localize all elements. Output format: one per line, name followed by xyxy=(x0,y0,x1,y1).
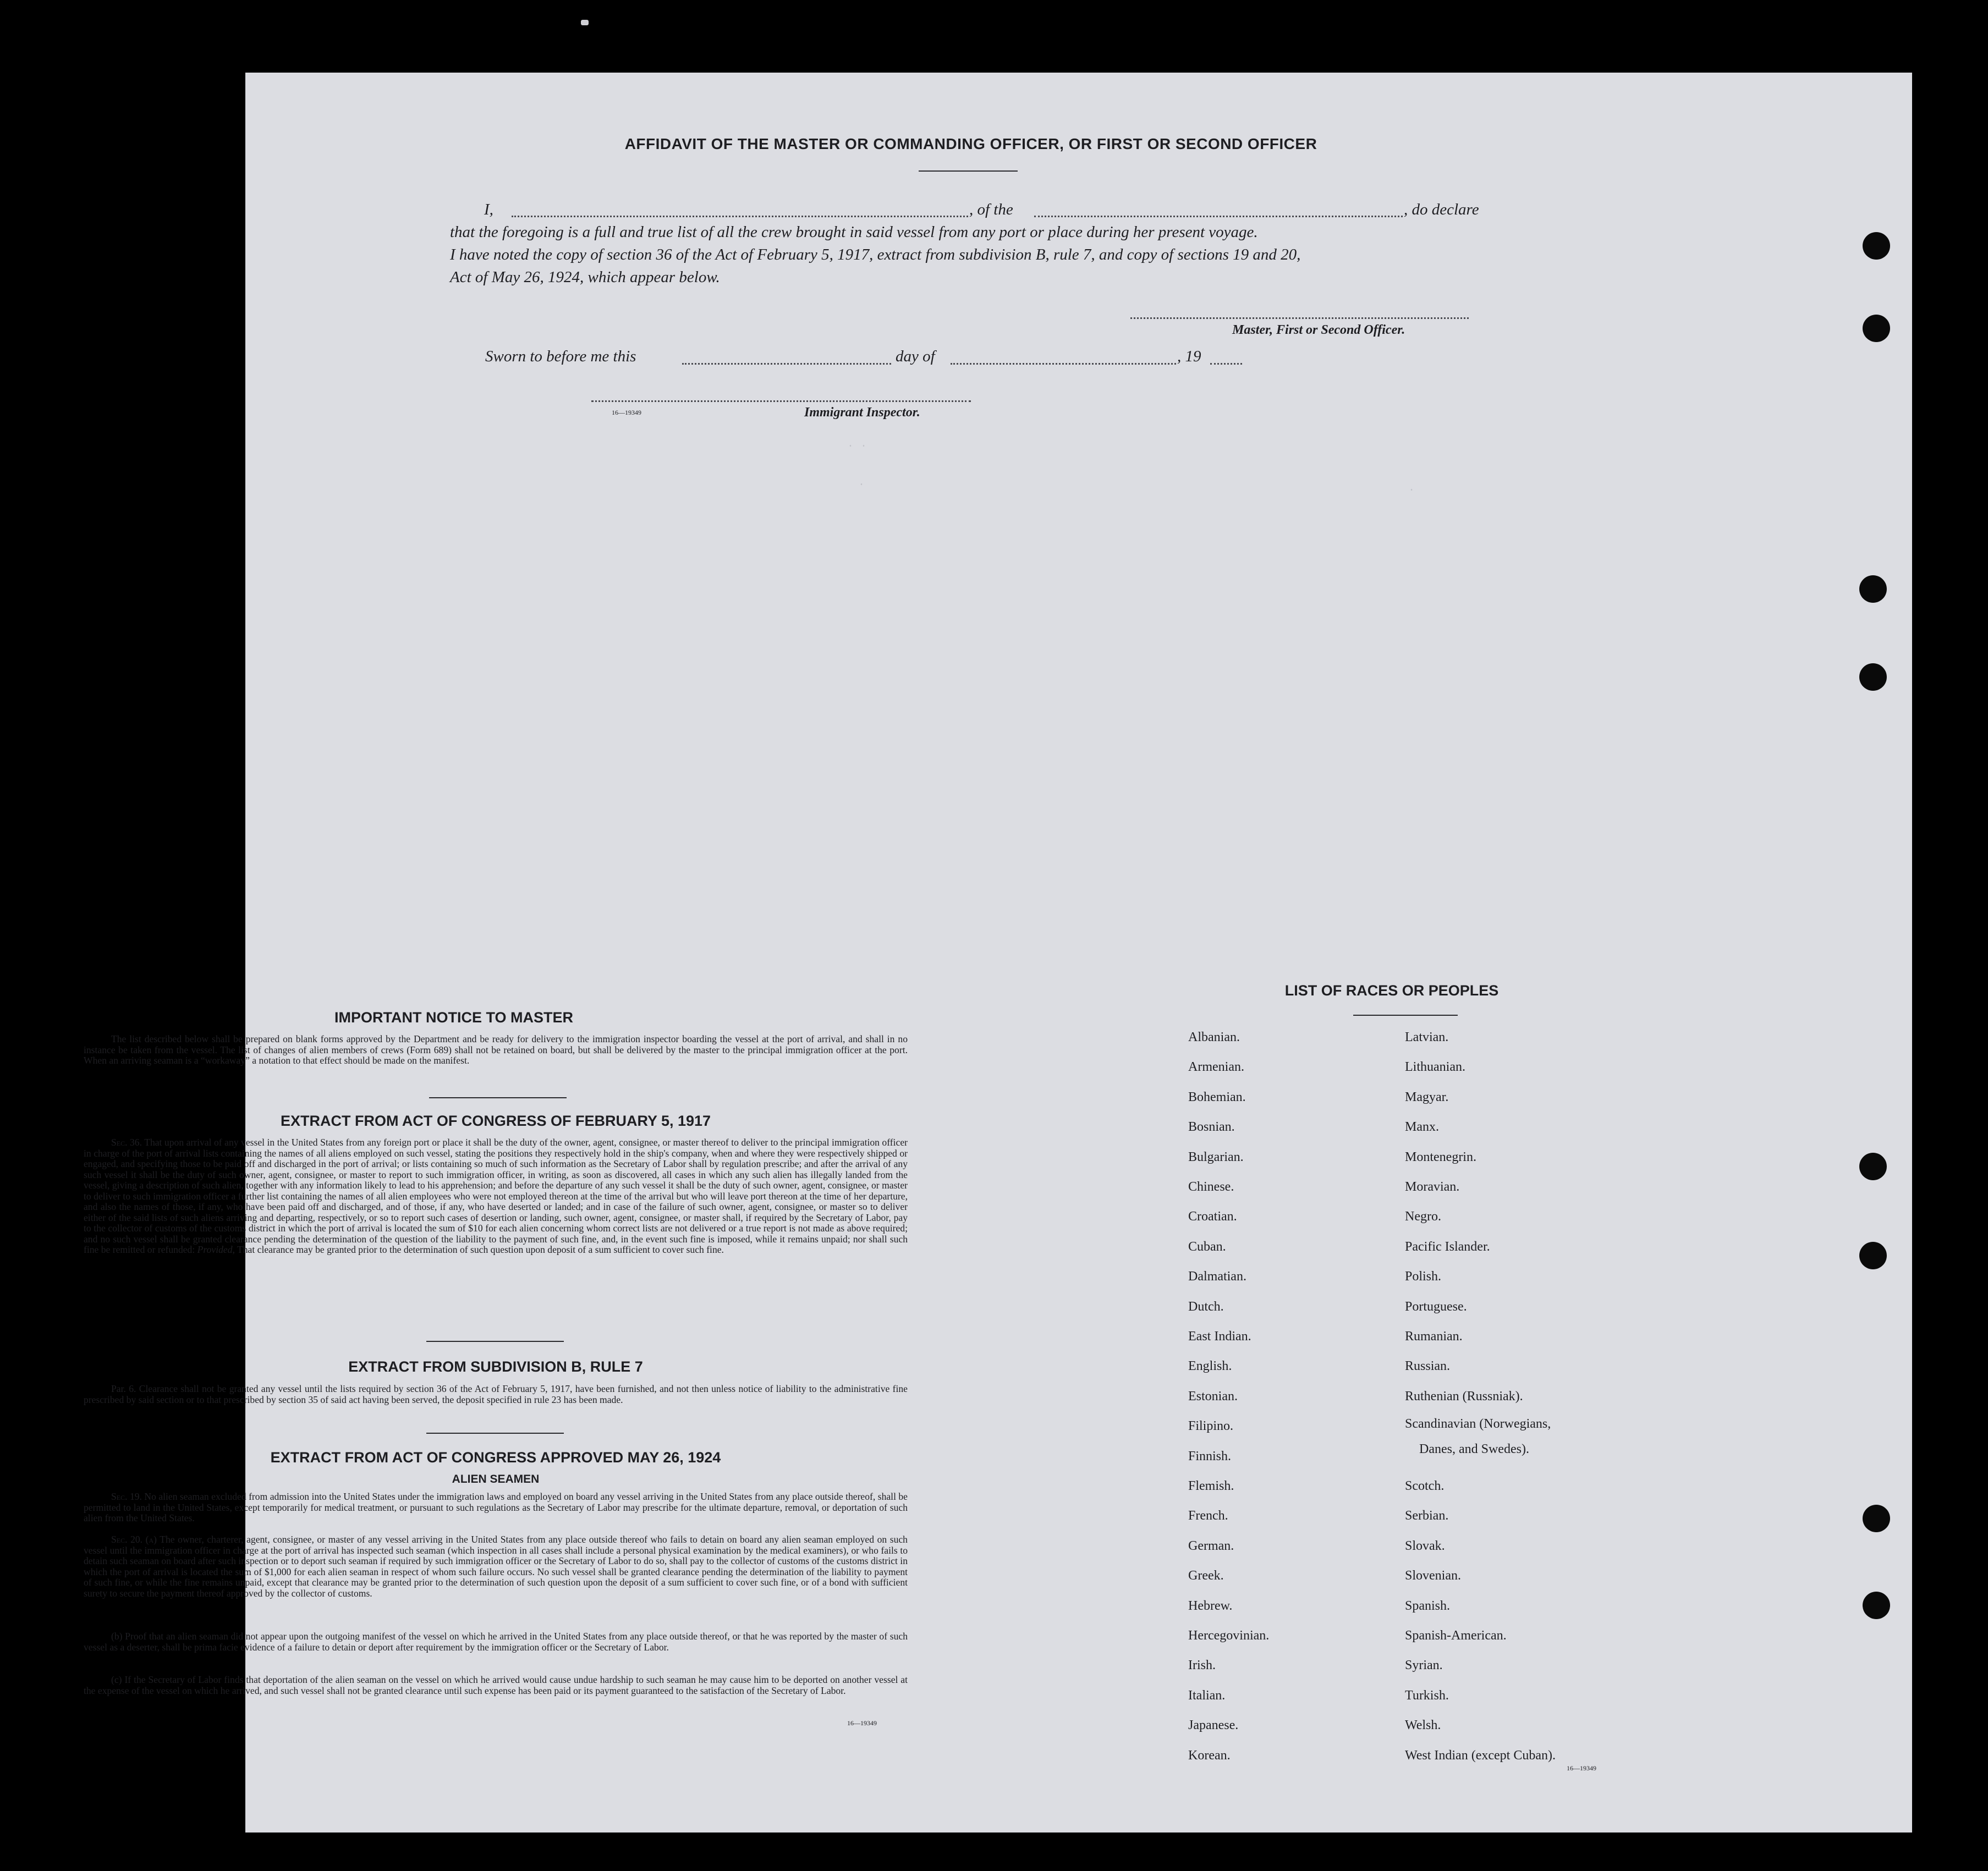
rule7-text: Par. 6. Clearance shall not be granted any vessel until the lists required by section 36 of the Act of February 5, 1917, have been furnished, and not then unless notice of liability to the administrative fine prescribed by said section or to that prescribed by section 35 of said act having been served, the deposit specified in rule 23 has been made. xyxy=(84,1383,908,1405)
race-item-right: Slovenian. xyxy=(1405,1569,1461,1583)
section-rule xyxy=(429,1097,567,1098)
race-item-left: Flemish. xyxy=(1188,1479,1234,1493)
punch-hole xyxy=(1859,575,1887,603)
sworn-month-blank[interactable] xyxy=(951,363,1176,365)
affidavit-of-the: , of the xyxy=(969,201,1013,218)
race-item-left: Bosnian. xyxy=(1188,1120,1235,1135)
punch-hole xyxy=(1859,1153,1887,1180)
race-item-right: Moravian. xyxy=(1405,1180,1460,1194)
punch-hole xyxy=(1863,232,1890,260)
race-item-right: Syrian. xyxy=(1405,1658,1443,1673)
extract-1917-text xyxy=(84,1137,908,1256)
rule7-title: EXTRACT FROM SUBDIVISION B, RULE 7 xyxy=(348,1358,643,1375)
races-title: LIST OF RACES OR PEOPLES xyxy=(1284,982,1499,999)
races-rule xyxy=(1353,1015,1458,1016)
race-item-right: West Indian (except Cuban). xyxy=(1405,1748,1556,1763)
race-item-left: Dalmatian. xyxy=(1188,1269,1246,1284)
punch-hole xyxy=(1863,1592,1890,1619)
sec36-label: Sec. 36. xyxy=(111,1137,142,1148)
sec36-end: That clearance may be granted prior to the determination of such question upon deposit of a sum sufficient to cover such fine. xyxy=(237,1244,724,1255)
race-item-right: Negro. xyxy=(1405,1209,1441,1224)
race-item-left: French. xyxy=(1188,1509,1228,1523)
section-rule xyxy=(426,1341,564,1342)
bleed-mark: · xyxy=(1408,484,1415,497)
race-item-left: Greek. xyxy=(1188,1569,1224,1583)
notice-title: IMPORTANT NOTICE TO MASTER xyxy=(334,1009,573,1026)
race-item-right: Manx. xyxy=(1405,1120,1439,1135)
race-item-right: Magyar. xyxy=(1405,1089,1449,1104)
sec36-body: That upon arrival of any vessel in the United States from any foreign port or place it shall be the duty of the owner, agent, consignee, or master thereof to deliver to the principal immigration officer in charge of the port of arrival lists containing the names of all aliens employed on such vessel, stating the positions they respectively hold in the ship's company, when and where they were respectively shipped or engaged, and specifying those to be paid off and discharged in the port of arrival; or lists containing so much of such information as the Secretary of Labor shall by regulation prescribe; and after the arrival of any such vessel it shall be the duty of such owner, agent, consignee, or master to report to such immigration officer, in writing, as soon as discovered, all cases in which any such alien has illegally landed from the vessel, giving a description of such alien, together with any information likely to lead to his apprehension; and before the departure of any such vessel it shall be the duty of such owner, agent, consignee, or master to deliver to such immigration officer a further list containing the names of all alien employees who were not employed thereon at the time of the arrival but who will leave port thereon at the time of her departure, and also the names of those, if any, who have been paid off and discharged, and of those, if any, who have deserted or landed; and in case of the failure of such owner, agent, consignee, or master so to deliver either of the said lists of such aliens arriving and departing, respectively, or so to report such cases of desertion or landing, such owner, agent, consignee, or master shall, if required by the Secretary of Labor, pay to the collector of customs of the customs district in which the port of arrival is located the sum of $10 for each alien concerning whom correct lists are not delivered or a true report is not made as above required; and no such vessel shall be granted clearance pending the determination of the question of the liability to the payment of such fine, and, in the event such fine is imposed, while it remains unpaid; nor shall such fine be remitted or refunded: xyxy=(84,1137,908,1255)
race-item-right: Scandinavian (Norwegians, xyxy=(1405,1417,1551,1432)
race-item-left: Bohemian. xyxy=(1188,1089,1246,1104)
sworn-day-blank[interactable] xyxy=(682,363,891,365)
punch-hole xyxy=(1863,1505,1890,1532)
race-item-right: Pacific Islander. xyxy=(1405,1239,1490,1254)
sec20a-text xyxy=(84,1534,908,1599)
provided-word: Provided, xyxy=(197,1244,235,1255)
affidavit-title: AFFIDAVIT OF THE MASTER OR COMMANDING OFFICER, OR FIRST OR SECOND OFFICER xyxy=(624,135,1317,152)
name-blank[interactable] xyxy=(512,216,968,217)
race-item-right: Russian. xyxy=(1405,1359,1451,1374)
race-item-left: Korean. xyxy=(1188,1748,1231,1763)
bleed-mark: · · xyxy=(847,440,867,453)
affidavit-do-declare: , do declare xyxy=(1404,201,1479,218)
affidavit-line-2: that the foregoing is a full and true list of all the crew brought in said vessel from any port or place during her present voyage. xyxy=(450,223,1258,241)
sworn-prefix: Sworn to before me this xyxy=(485,348,636,365)
year-prefix: , 19 xyxy=(1177,348,1201,365)
sec19-label: Sec. 19. xyxy=(111,1491,142,1502)
bleed-mark: · xyxy=(858,478,865,491)
race-scandinavian-cont: Danes, and Swedes). xyxy=(1419,1442,1529,1456)
race-item-right: Rumanian. xyxy=(1405,1329,1463,1344)
race-item-right: Spanish-American. xyxy=(1405,1628,1507,1643)
race-item-right: Spanish. xyxy=(1405,1598,1451,1613)
signature-label: Master, First or Second Officer. xyxy=(1232,323,1405,337)
race-item-left: English. xyxy=(1188,1359,1232,1374)
race-item-right: Polish. xyxy=(1405,1269,1442,1284)
race-item-left: Italian. xyxy=(1188,1688,1226,1703)
race-item-right: Serbian. xyxy=(1405,1509,1449,1523)
race-item-right: Portuguese. xyxy=(1405,1299,1467,1314)
title-rule xyxy=(919,170,1018,172)
race-item-left: Irish. xyxy=(1188,1658,1216,1673)
form-number-bottom-right: 16—19349 xyxy=(1567,1764,1596,1772)
extract-1924-title: EXTRACT FROM ACT OF CONGRESS APPROVED MAY 26, 1924 xyxy=(270,1449,721,1466)
extract-1917-title: EXTRACT FROM ACT OF CONGRESS OF FEBRUARY 5, 1917 xyxy=(280,1113,711,1129)
race-item-left: Dutch. xyxy=(1188,1299,1224,1314)
sec19-text xyxy=(84,1492,908,1524)
race-item-left: Estonian. xyxy=(1188,1389,1238,1404)
race-item-left: Japanese. xyxy=(1188,1718,1239,1733)
race-item-left: German. xyxy=(1188,1538,1234,1553)
affidavit-line-4: Act of May 26, 1924, which appear below. xyxy=(450,268,720,286)
race-item-left: Croatian. xyxy=(1188,1209,1237,1224)
sworn-year-blank[interactable] xyxy=(1210,363,1242,365)
race-item-right: Latvian. xyxy=(1405,1030,1449,1044)
inspector-label: Immigrant Inspector. xyxy=(804,405,920,420)
race-item-right: Montenegrin. xyxy=(1405,1149,1476,1164)
race-item-right: Turkish. xyxy=(1405,1688,1449,1703)
edge-speck xyxy=(581,20,589,25)
race-item-right: Slovak. xyxy=(1405,1538,1445,1553)
race-item-left: Cuban. xyxy=(1188,1239,1226,1254)
race-item-left: Hercegovinian. xyxy=(1188,1628,1270,1643)
race-item-left: Bulgarian. xyxy=(1188,1149,1244,1164)
section-rule xyxy=(426,1433,564,1434)
sec19-body: No alien seaman excluded from admission into the United States under the immigration laws and employed on board any vessel arriving in the United States from any place outside thereof, shall be permitted to land in the United States, except temporarily for medical treatment, or pursuant to such regulations as the Secretary of Labor may prescribe for the ultimate departure, removal, or deportation of such alien from the United States. xyxy=(84,1491,908,1523)
sec20a-body: The owner, charterer, agent, consignee, or master of any vessel arriving in the United States from any place outside thereof who fails to detain on board any alien seaman employed on such vessel until the immigration officer in charge at the port of arrival has inspected such seaman (which inspection in all cases shall include a personal physical examination by the medical examiners), or who fails to detain such seaman on board after such inspection or to deport such seaman if required by such immigration officer or the Secretary of Labor to do so, shall pay to the collector of customs of the customs district in which the port of arrival is located the sum of $1,000 for each alien seaman in respect of whom such failure occurs. No such vessel shall be granted clearance pending the determination of the liability to payment of such fine, or while the fine remains unpaid, except that clearance may be granted prior to the determination of such question upon the deposit of a sum sufficient to cover such fine, or of a bond with sufficient surety to secure the payment thereof approved by the collector of customs. xyxy=(84,1534,908,1599)
race-item-right: Lithuanian. xyxy=(1405,1060,1465,1075)
race-item-left: Hebrew. xyxy=(1188,1598,1233,1613)
vessel-blank[interactable] xyxy=(1034,216,1403,217)
sec20b-text: (b) Proof that an alien seaman did not appear upon the outgoing manifest of the vessel on which he arrived in the United States from any place outside thereof, or that he was reported by the master of such vessel as a deserter, shall be prima facie evidence of a failure to detain or deport after requirement by the immigration officer or the Secretary of Labor. xyxy=(84,1631,908,1653)
day-of: day of xyxy=(896,348,935,365)
race-item-left: Finnish. xyxy=(1188,1449,1232,1463)
race-item-left: East Indian. xyxy=(1188,1329,1251,1344)
race-item-left: Filipino. xyxy=(1188,1419,1234,1434)
race-item-right: Welsh. xyxy=(1405,1718,1441,1733)
alien-seamen-subtitle: ALIEN SEAMEN xyxy=(452,1473,540,1485)
punch-hole xyxy=(1859,1242,1887,1269)
punch-hole xyxy=(1859,663,1887,691)
sec20c-text: (c) If the Secretary of Labor finds that deportation of the alien seaman on the vessel on which he arrived would cause undue hardship to such seaman he may cause him to be deported on another vessel at the expense of the vessel on which he arrived, and such vessel shall not be granted clearance until such expense has been paid or its payment guaranteed to the satisfaction of the Secretary of Labor. xyxy=(84,1674,908,1696)
form-number-bottom-left: 16—19349 xyxy=(847,1719,877,1727)
form-number-top: 16—19349 xyxy=(612,409,641,416)
affidavit-line-3: I have noted the copy of section 36 of the Act of February 5, 1917, extract from subdivision B, rule 7, and copy of sections 19 and 20, xyxy=(450,246,1301,263)
sec20a-label: Sec. 20. (a) xyxy=(111,1534,157,1545)
race-item-left: Chinese. xyxy=(1188,1180,1234,1194)
race-item-right: Scotch. xyxy=(1405,1479,1445,1493)
notice-text: The list described below shall be prepared on blank forms approved by the Department and be ready for delivery to the immigration inspector boarding the vessel at the port of arrival, and shall in no instance be taken from the vessel. The list of changes of alien members of crews (Form 689) shall not be retained on board, but shall be delivered by the master to the principal immigration officer at the port. When an arriving seaman is a “workaway” a notation to that effect should be made on the manifest. xyxy=(84,1033,908,1066)
race-item-left: Armenian. xyxy=(1188,1060,1244,1075)
race-item-right: Ruthenian (Russniak). xyxy=(1405,1389,1523,1404)
affidavit-i-prefix: I, xyxy=(484,201,493,218)
punch-hole xyxy=(1863,315,1890,342)
race-item-left: Albanian. xyxy=(1188,1030,1240,1044)
